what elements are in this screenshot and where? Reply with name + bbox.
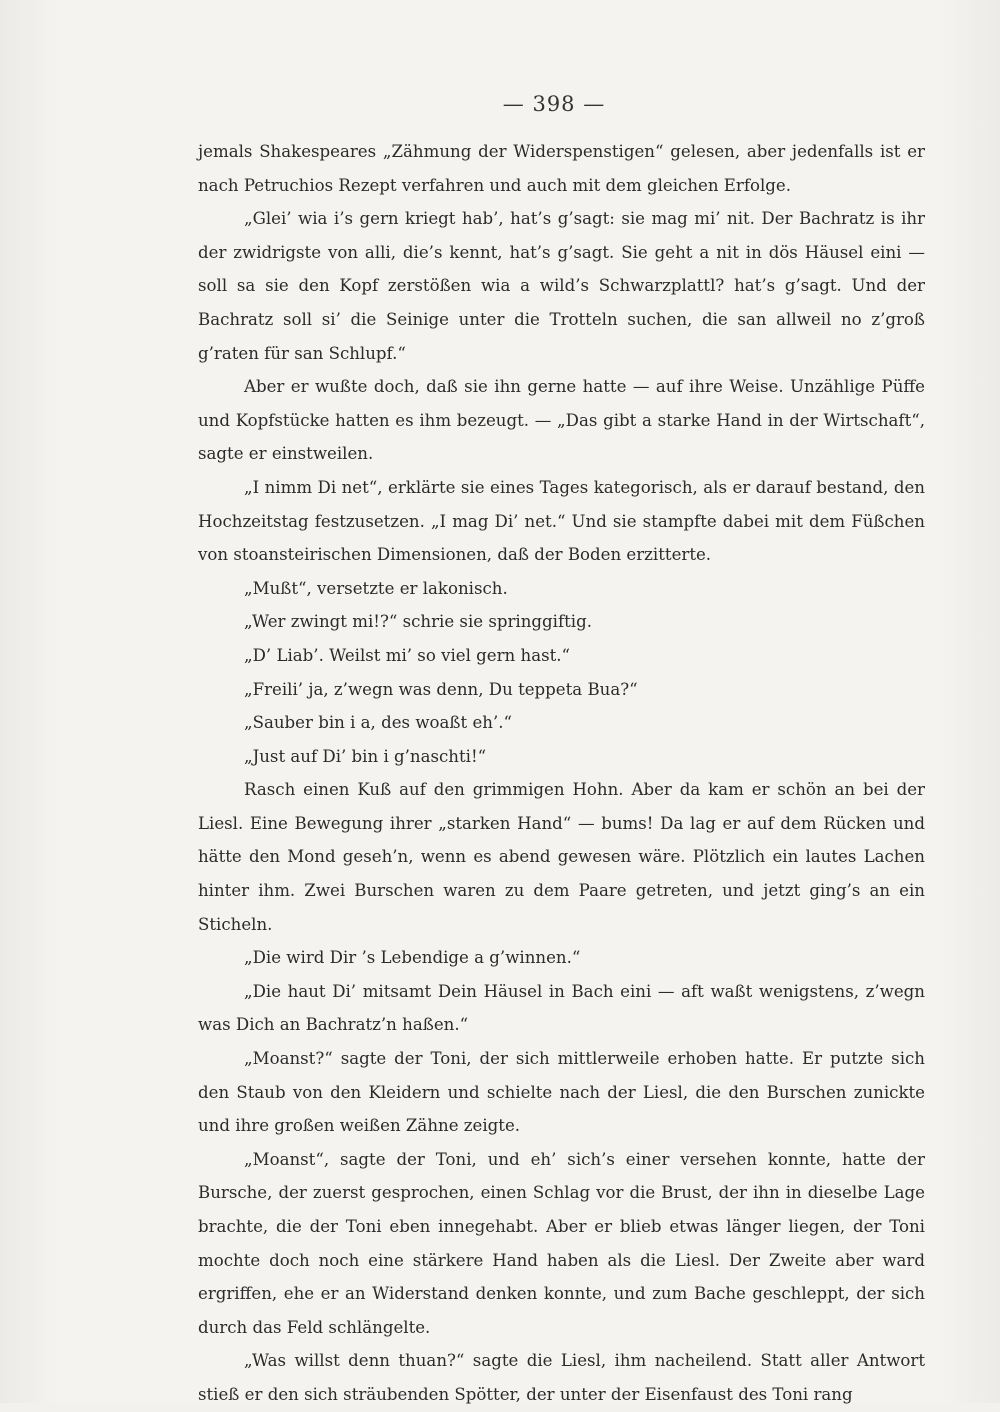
paragraph-1: jemals Shakespeares „Zähmung der Widerspenstigen“ gelesen, aber jedenfalls ist er nach Petruchios Rezept verfahren und auch mit dem gleichen Erfolge. (198, 142, 925, 195)
paragraph-15: „Moanst“, sagte der Toni, und eh’ sich’s einer versehen konnte, hatte der Bursche, der zuerst gesprochen, einen Schlag vor die Brust, der ihn in dieselbe Lage brachte, die der Toni eben innegehabt. Aber er blieb etwas länger liegen, der Toni mochte doch noch eine stärkere Hand haben als die Liesl. Der Zweite aber ward ergriffen, ehe er an Widerstand denken konnte, und zum Bache geschleppt, der sich durch das Feld schlängelte. (198, 1149, 925, 1337)
paragraph-6: „Wer zwingt mi!?“ schrie sie springgiftig. (244, 612, 592, 632)
paragraph-8: „Freili’ ja, z’wegn was denn, Du teppeta Bua?“ (244, 679, 638, 699)
paragraph-12: „Die wird Dir ’s Lebendige a g’winnen.“ (244, 948, 581, 968)
paragraph-3: Aber er wußte doch, daß sie ihn gerne hatte — auf ihre Weise. Unzählige Püffe und Kopfstücke hatten es ihm bezeugt. — „Das gibt a starke Hand in der Wirtschaft“, sagte er einstweilen. (198, 377, 925, 464)
paragraph-13: „Die haut Di’ mitsamt Dein Häusel in Bach eini — aft waßt wenigstens, z’wegn was Dich an Bachratz’n haßen.“ (198, 981, 925, 1035)
paragraph-16: „Was willst denn thuan?“ sagte die Liesl, ihm nacheilend. Statt aller Antwort stieß er den sich sträubenden Spötter, der unter der Eisenfaust des Toni rang (198, 1351, 925, 1404)
paragraph-9: „Sauber bin i a, des woaßt eh’.“ (244, 713, 512, 733)
paragraph-10: „Just auf Di’ bin i g’naschti!“ (244, 746, 487, 766)
paragraph-2: „Glei’ wia i’s gern kriegt hab’, hat’s g’sagt: sie mag mi’ nit. Der Bachratz is ihr der zwidrigste von alli, die’s kennt, hat’s g’sagt. Sie geht a nit in dös Häusel eini — soll sa sie den Kopf zerstößen wia a wild’s Schwarzplattl? hat’s g’sagt. Und der Bachratz soll si’ die Seinige unter die Trotteln suchen, die san allweil no z’groß g’raten für san Schlupf.“ (198, 209, 925, 363)
paragraph-5: „Mußt“, versetzte er lakonisch. (244, 578, 508, 598)
paragraph-11: Rasch einen Kuß auf den grimmigen Hohn. Aber da kam er schön an bei der Liesl. Eine Bewegung ihrer „starken Hand“ — bums! Da lag er auf dem Rücken und hätte den Mond geseh’n, wenn es abend gewesen wäre. Plötzlich ein lautes Lachen hinter ihm. Zwei Burschen waren zu dem Paare getreten, und jetzt ging’s an ein Sticheln. (198, 780, 925, 934)
page-number: — 398 — (502, 92, 606, 116)
body-text (198, 135, 925, 1412)
paragraph-7: „D’ Liab’. Weilst mi’ so viel gern hast.“ (244, 645, 571, 665)
paragraph-14: „Moanst?“ sagte der Toni, der sich mittlerweile erhoben hatte. Er putzte sich den Staub von den Kleidern und schielte nach der Liesl, die den Burschen zunickte und ihre großen weißen Zähne zeigte. (198, 1049, 925, 1136)
paragraph-4: „I nimm Di net“, erklärte sie eines Tages kategorisch, als er darauf bestand, den Hochzeitstag festzusetzen. „I mag Di’ net.“ Und sie stampfte dabei mit dem Füßchen von stoansteirischen Dimensionen, daß der Boden erzitterte. (198, 477, 925, 565)
